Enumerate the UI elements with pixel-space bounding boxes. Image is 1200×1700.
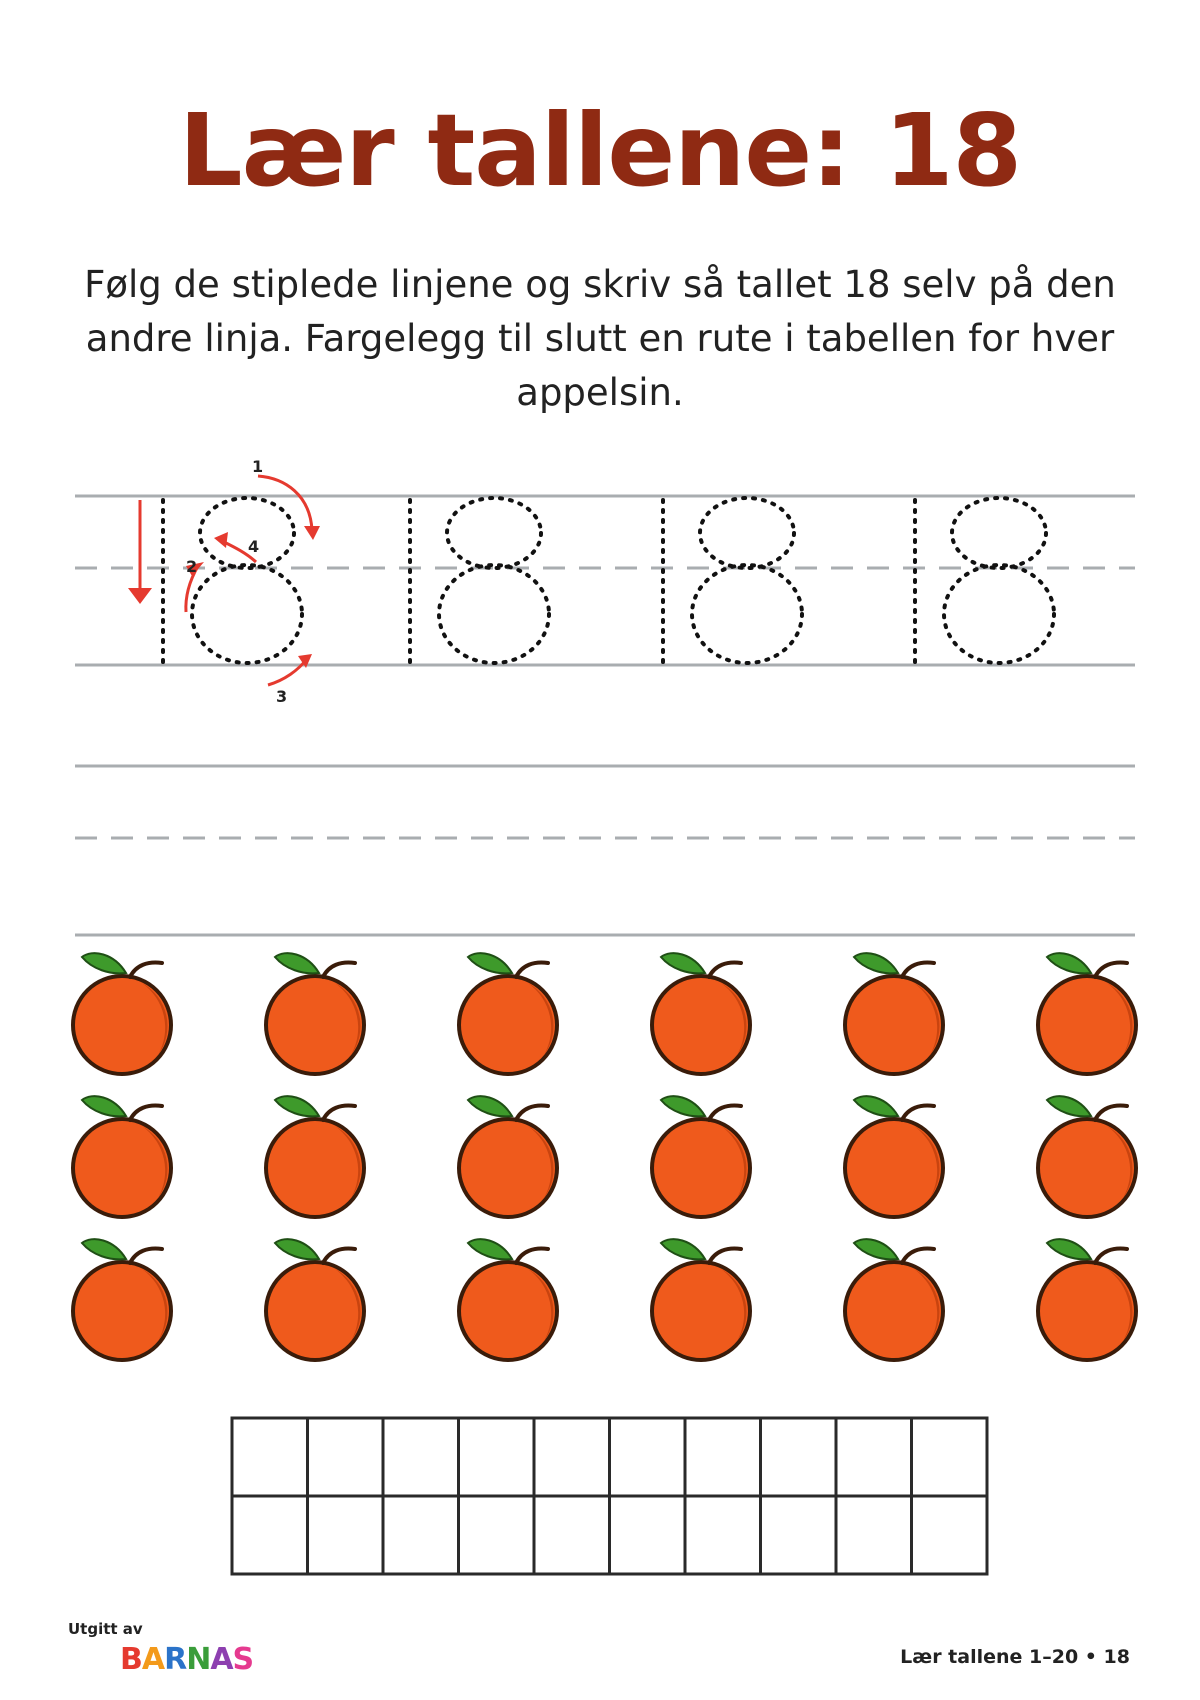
orange-stem — [902, 1249, 934, 1263]
orange-leaf — [468, 953, 512, 973]
orange-leaf — [82, 1239, 126, 1259]
table-cell[interactable] — [685, 1418, 761, 1496]
orange-stem — [902, 963, 934, 977]
arrow-top-curve — [258, 476, 312, 530]
orange-body — [652, 1119, 750, 1217]
orange-stem — [323, 1249, 355, 1263]
table-cell[interactable] — [232, 1496, 308, 1574]
counting-table[interactable] — [232, 1418, 987, 1574]
orange-stem — [516, 963, 548, 977]
orange-stem — [323, 1106, 355, 1120]
orange-stem — [323, 963, 355, 977]
orange — [266, 953, 364, 1074]
table-cell[interactable] — [912, 1418, 988, 1496]
trace-digit-eight-bottom — [944, 565, 1054, 663]
trace-digit-eight-top — [200, 498, 294, 568]
orange-body — [1038, 1119, 1136, 1217]
orange-stem — [516, 1106, 548, 1120]
publisher-brand — [68, 1620, 268, 1680]
writing-practice-lines[interactable] — [75, 766, 1135, 935]
orange-body — [73, 1262, 171, 1360]
orange — [459, 953, 557, 1074]
orange-leaf — [1047, 953, 1091, 973]
orange-stem — [130, 963, 162, 977]
trace-digit-eight-bottom — [439, 565, 549, 663]
table-cell[interactable] — [534, 1496, 610, 1574]
trace-guide-lines — [75, 496, 1135, 665]
orange-stem — [709, 1249, 741, 1263]
orange-leaf — [661, 1239, 705, 1259]
orange-leaf — [661, 953, 705, 973]
trace-number-1 — [163, 498, 302, 663]
orange-leaf — [854, 1096, 898, 1116]
orange — [1038, 1239, 1136, 1360]
orange — [459, 1239, 557, 1360]
trace-digit-eight-top — [447, 498, 541, 568]
table-cell[interactable] — [685, 1496, 761, 1574]
arrow-inner-head — [214, 532, 228, 548]
orange-stem — [130, 1249, 162, 1263]
orange-stem — [1095, 1106, 1127, 1120]
orange-body — [266, 1119, 364, 1217]
stroke-label-4: 4 — [248, 537, 260, 556]
orange-grid — [73, 953, 1136, 1360]
table-cell[interactable] — [610, 1418, 686, 1496]
orange — [266, 1239, 364, 1360]
orange-stem — [130, 1106, 162, 1120]
table-cell[interactable] — [232, 1418, 308, 1496]
orange-leaf — [468, 1096, 512, 1116]
orange-body — [845, 976, 943, 1074]
orange-stem — [1095, 1249, 1127, 1263]
table-cell[interactable] — [459, 1418, 535, 1496]
orange — [73, 1096, 171, 1217]
arrow-1-head — [128, 588, 152, 604]
orange-body — [652, 976, 750, 1074]
table-cell[interactable] — [459, 1496, 535, 1574]
trace-digit-eight-bottom — [192, 565, 302, 663]
orange-body — [845, 1262, 943, 1360]
trace-number-3 — [663, 498, 802, 663]
orange-leaf — [82, 1096, 126, 1116]
orange-body — [266, 1262, 364, 1360]
orange-body — [459, 1119, 557, 1217]
publisher-prefix: Utgitt av — [68, 1620, 143, 1638]
orange — [845, 953, 943, 1074]
logo-letter: R — [164, 1642, 187, 1677]
orange — [266, 1096, 364, 1217]
table-cell[interactable] — [383, 1418, 459, 1496]
orange-leaf — [275, 1096, 319, 1116]
arrow-top-head — [304, 526, 320, 540]
orange-stem — [1095, 963, 1127, 977]
page-label: Lær tallene 1–20 • 18 — [900, 1646, 1130, 1668]
stroke-label-2: 2 — [186, 557, 198, 576]
orange-body — [459, 976, 557, 1074]
trace-digit-eight-top — [952, 498, 1046, 568]
instructions-text: Følg de stiplede linjene og skriv så tallet 18 selv på den andre linja. Fargelegg til slutt en rute i tabellen for hver appelsin. — [84, 263, 1116, 414]
orange-body — [459, 1262, 557, 1360]
orange-stem — [709, 1106, 741, 1120]
orange-stem — [516, 1249, 548, 1263]
stroke-order-guides — [128, 476, 320, 685]
table-cell[interactable] — [836, 1496, 912, 1574]
orange — [459, 1096, 557, 1217]
table-cell[interactable] — [534, 1418, 610, 1496]
logo-letter: B — [120, 1642, 142, 1677]
table-cell[interactable] — [383, 1496, 459, 1574]
orange — [845, 1096, 943, 1217]
orange-leaf — [468, 1239, 512, 1259]
logo-letter: A — [210, 1642, 233, 1677]
stroke-label-1: 1 — [252, 457, 264, 476]
table-cell[interactable] — [308, 1418, 384, 1496]
orange-body — [73, 976, 171, 1074]
orange-leaf — [275, 953, 319, 973]
orange — [652, 1239, 750, 1360]
orange — [73, 1239, 171, 1360]
logo-letter: N — [186, 1642, 211, 1677]
table-cell[interactable] — [761, 1496, 837, 1574]
orange-stem — [902, 1106, 934, 1120]
orange-leaf — [661, 1096, 705, 1116]
table-cell[interactable] — [836, 1418, 912, 1496]
orange-leaf — [82, 953, 126, 973]
orange-leaf — [854, 1239, 898, 1259]
orange-body — [845, 1119, 943, 1217]
trace-number-4 — [915, 498, 1054, 663]
stroke-label-3: 3 — [276, 687, 288, 706]
logo-letter: A — [141, 1642, 165, 1677]
orange — [652, 1096, 750, 1217]
logo-letter: S — [232, 1642, 254, 1677]
table-cell[interactable] — [308, 1496, 384, 1574]
trace-digit-eight-top — [700, 498, 794, 568]
orange — [652, 953, 750, 1074]
orange — [1038, 1096, 1136, 1217]
table-cell[interactable] — [912, 1496, 988, 1574]
orange-leaf — [1047, 1239, 1091, 1259]
orange-leaf — [854, 953, 898, 973]
publisher-logo — [120, 1642, 253, 1677]
table-cell[interactable] — [610, 1496, 686, 1574]
table-cell[interactable] — [761, 1418, 837, 1496]
orange-leaf — [275, 1239, 319, 1259]
orange-body — [73, 1119, 171, 1217]
orange-body — [1038, 976, 1136, 1074]
orange-body — [652, 1262, 750, 1360]
page-title: Lær tallene: 18 — [178, 92, 1022, 209]
orange-body — [1038, 1262, 1136, 1360]
trace-digit-eight-bottom — [692, 565, 802, 663]
orange — [845, 1239, 943, 1360]
orange-stem — [709, 963, 741, 977]
orange — [73, 953, 171, 1074]
orange — [1038, 953, 1136, 1074]
orange-body — [266, 976, 364, 1074]
trace-number-2 — [410, 498, 549, 663]
orange-leaf — [1047, 1096, 1091, 1116]
traceable-numbers — [163, 498, 1054, 663]
